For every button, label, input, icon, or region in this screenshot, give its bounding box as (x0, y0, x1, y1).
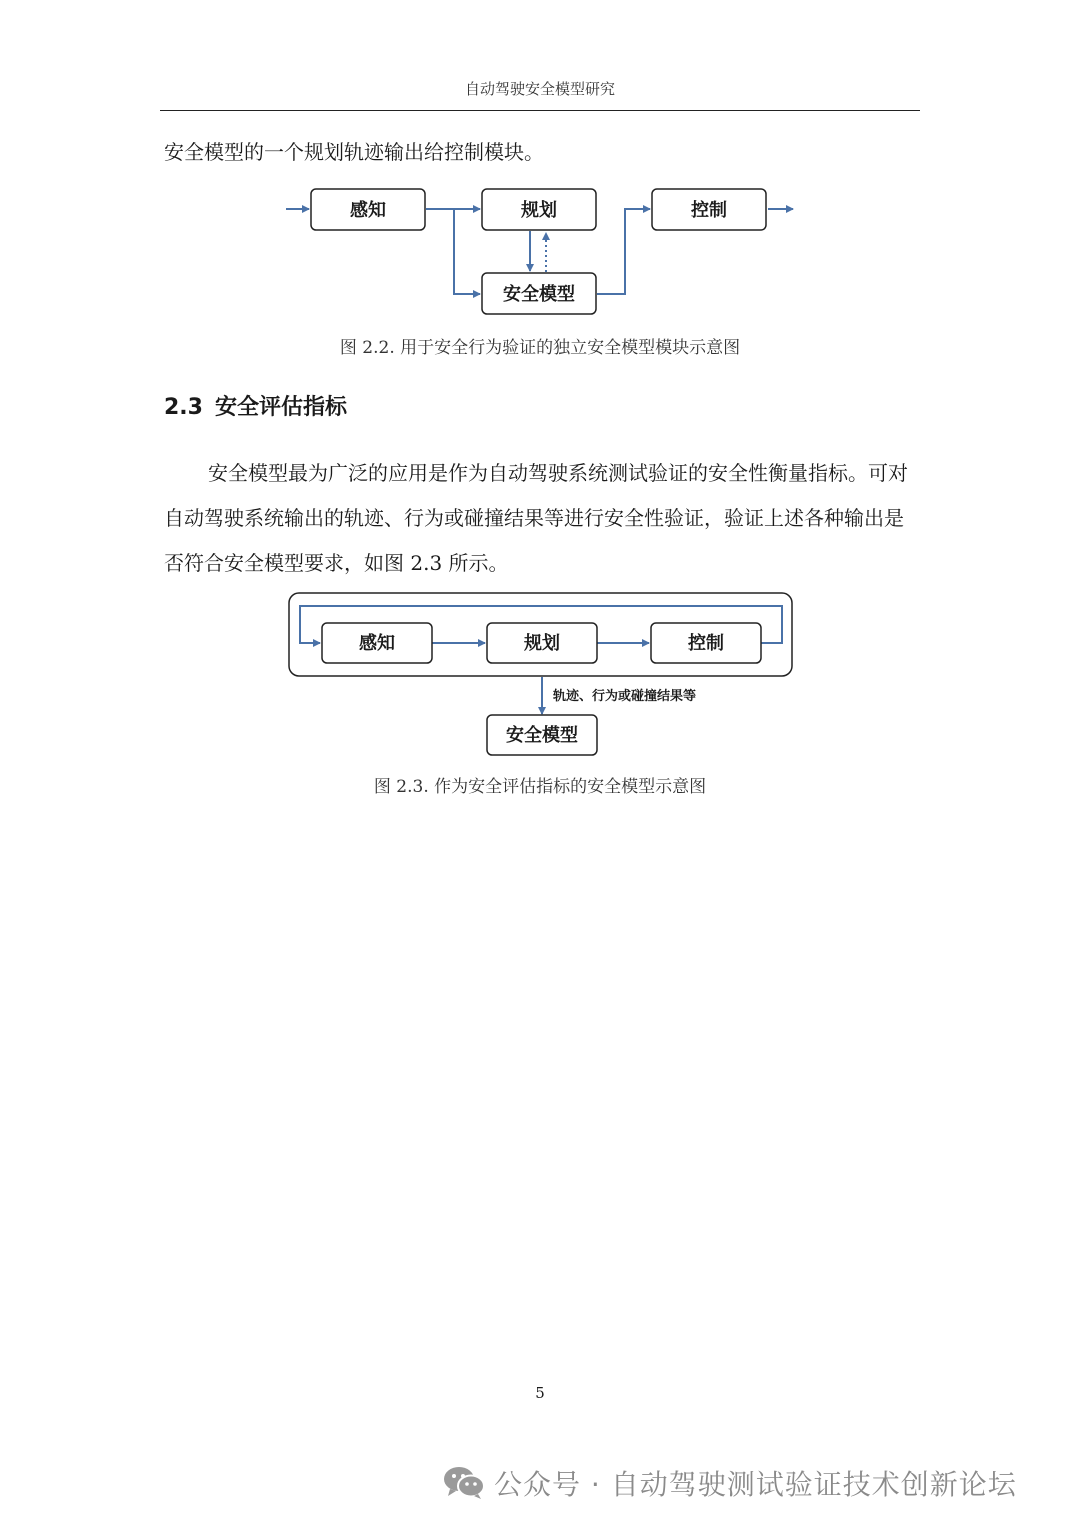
wechat-icon (442, 1465, 486, 1501)
fig23-label-control: 控制 (688, 633, 724, 654)
fig22-label-safety-model: 安全模型 (503, 284, 575, 305)
fig22-label-perception: 感知 (350, 200, 386, 221)
section-2-3-paragraph: 安全模型最为广泛的应用是作为自动驾驶系统测试验证的安全性衡量指标。可对自动驾驶系统输出的轨迹、行为或碰撞结果等进行安全性验证，验证上述各种输出是否符合安全模型要求，如图 2.3 所示。 (164, 461, 908, 575)
fig23-label-perception: 感知 (359, 633, 395, 654)
running-header: 自动驾驶安全模型研究 (464, 80, 615, 98)
fig22-label-planning: 规划 (521, 200, 557, 221)
fig23-box-control (651, 623, 761, 663)
fig22-label-control: 控制 (691, 200, 727, 221)
fig23-box-safety-model (487, 715, 597, 755)
section-title: 安全评估指标 (214, 395, 347, 420)
page-number: 5 (535, 1384, 545, 1402)
fig23-edge-label: 轨迹、行为或碰撞结果等 (553, 689, 697, 704)
fig23-label-safety-model: 安全模型 (506, 725, 578, 746)
watermark-text: 公众号 · 自动驾驶测试验证技术创新论坛 (494, 1468, 1017, 1501)
figure-2-2-caption: 图 2.2. 用于安全行为验证的独立安全模型模块示意图 (339, 338, 741, 358)
figure-2-3-caption: 图 2.3. 作为安全评估指标的安全模型示意图 (373, 777, 707, 797)
fig23-box-perception (322, 623, 432, 663)
watermark (442, 1463, 1017, 1503)
fig23-box-planning (487, 623, 597, 663)
section-number: 2.3 (164, 395, 203, 420)
fig23-label-planning: 规划 (524, 633, 560, 654)
intro-paragraph: 安全模型的一个规划轨迹输出给控制模块。 (164, 140, 544, 164)
